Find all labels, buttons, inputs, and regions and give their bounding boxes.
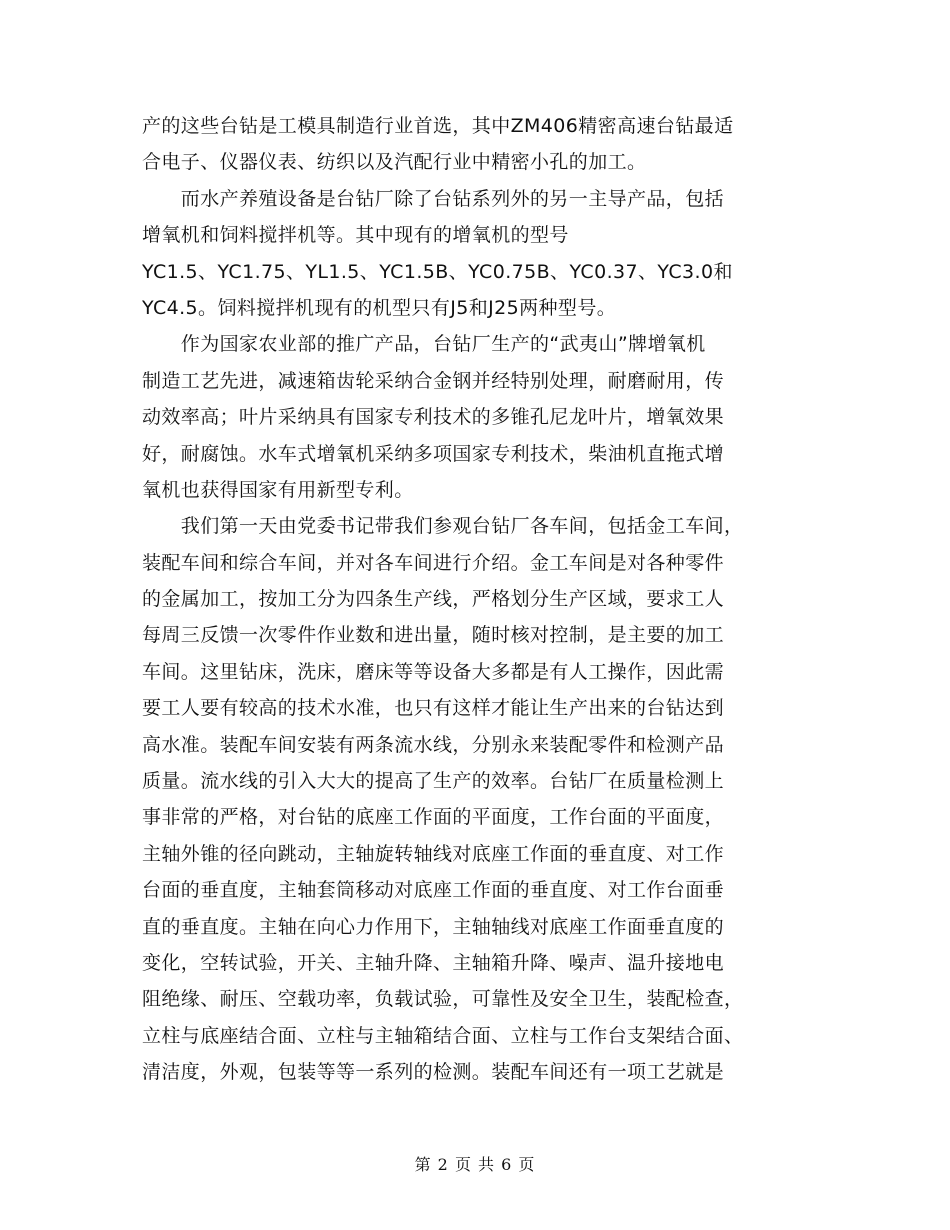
text-line: 台面的垂直度，主轴套筒移动对底座工作面的垂直度、对工作台面垂	[142, 879, 725, 902]
text-line: 质量。流水线的引入大大的提高了生产的效率。台钻厂在质量检测上	[142, 770, 725, 793]
text-line: 好，耐腐蚀。水车式增氧机采纳多项国家专利技术，柴油机直拖式增	[142, 442, 725, 465]
text-line: 产的这些台钻是工模具制造行业首选，其中ZM406精密高速台钻最适	[142, 115, 734, 137]
text-line: 每周三反馈一次零件作业数和进出量，随时核对控制，是主要的加工	[142, 624, 725, 647]
text-line: 阻绝缘、耐压、空载功率，负载试验，可靠性及安全卫生，装配检查，	[142, 988, 744, 1011]
text-line: YC4.5。饲料搅拌机现有的机型只有J5和J25两种型号。	[142, 296, 617, 319]
text-line: 增氧机和饲料搅拌机等。其中现有的增氧机的型号	[142, 224, 569, 247]
text-line: 动效率高；叶片采纳具有国家专利技术的多锥孔尼龙叶片，增氧效果	[142, 406, 725, 429]
text-line: 作为国家农业部的推广产品，台钻厂生产的“武夷山”牌增氧机	[142, 333, 706, 356]
text-line: 清洁度，外观，包装等等一系列的检测。装配车间还有一项工艺就是	[142, 1061, 725, 1084]
text-line: 的金属加工，按加工分为四条生产线，严格划分生产区域，要求工人	[142, 588, 725, 611]
body-text	[142, 108, 832, 1091]
text-line: 高水准。装配车间安装有两条流水线，分别永来装配零件和检测产品	[142, 733, 725, 756]
text-line: 直的垂直度。主轴在向心力作用下，主轴轴线对底座工作面垂直度的	[142, 915, 725, 938]
text-line: 而水产养殖设备是台钻厂除了台钻系列外的另一主导产品，包括	[142, 187, 725, 210]
text-line: 车间。这里钻床，洗床，磨床等等设备大多都是有人工操作，因此需	[142, 660, 725, 683]
text-line: 合电子、仪器仪表、纺织以及汽配行业中精密小孔的加工。	[142, 151, 647, 174]
text-line: 制造工艺先进，减速箱齿轮采纳合金钢并经特别处理，耐磨耐用，传	[142, 369, 725, 392]
text-line: 立柱与底座结合面、立柱与主轴箱结合面、立柱与工作台支架结合面、	[142, 1024, 744, 1047]
page-number-footer: 第 2 页 共 6 页	[414, 1155, 536, 1174]
text-line: 氧机也获得国家有用新型专利。	[142, 478, 414, 501]
text-line: 我们第一天由党委书记带我们参观台钻厂各车间，包括金工车间，	[142, 515, 744, 538]
text-line: 主轴外锥的径向跳动，主轴旋转轴线对底座工作面的垂直度、对工作	[142, 842, 725, 865]
text-line: 要工人要有较高的技术水准，也只有这样才能让生产出来的台钻达到	[142, 697, 725, 720]
text-line: 变化，空转试验，开关、主轴升降、主轴箱升降、噪声、温升接地电	[142, 951, 725, 974]
text-line: 装配车间和综合车间，并对各车间进行介绍。金工车间是对各种零件	[142, 551, 725, 574]
text-line: YC1.5、YC1.75、YL1.5、YC1.5B、YC0.75B、YC0.37、YC3.0和	[142, 260, 733, 283]
text-line: 事非常的严格，对台钻的底座工作面的平面度，工作台面的平面度，	[142, 806, 725, 829]
